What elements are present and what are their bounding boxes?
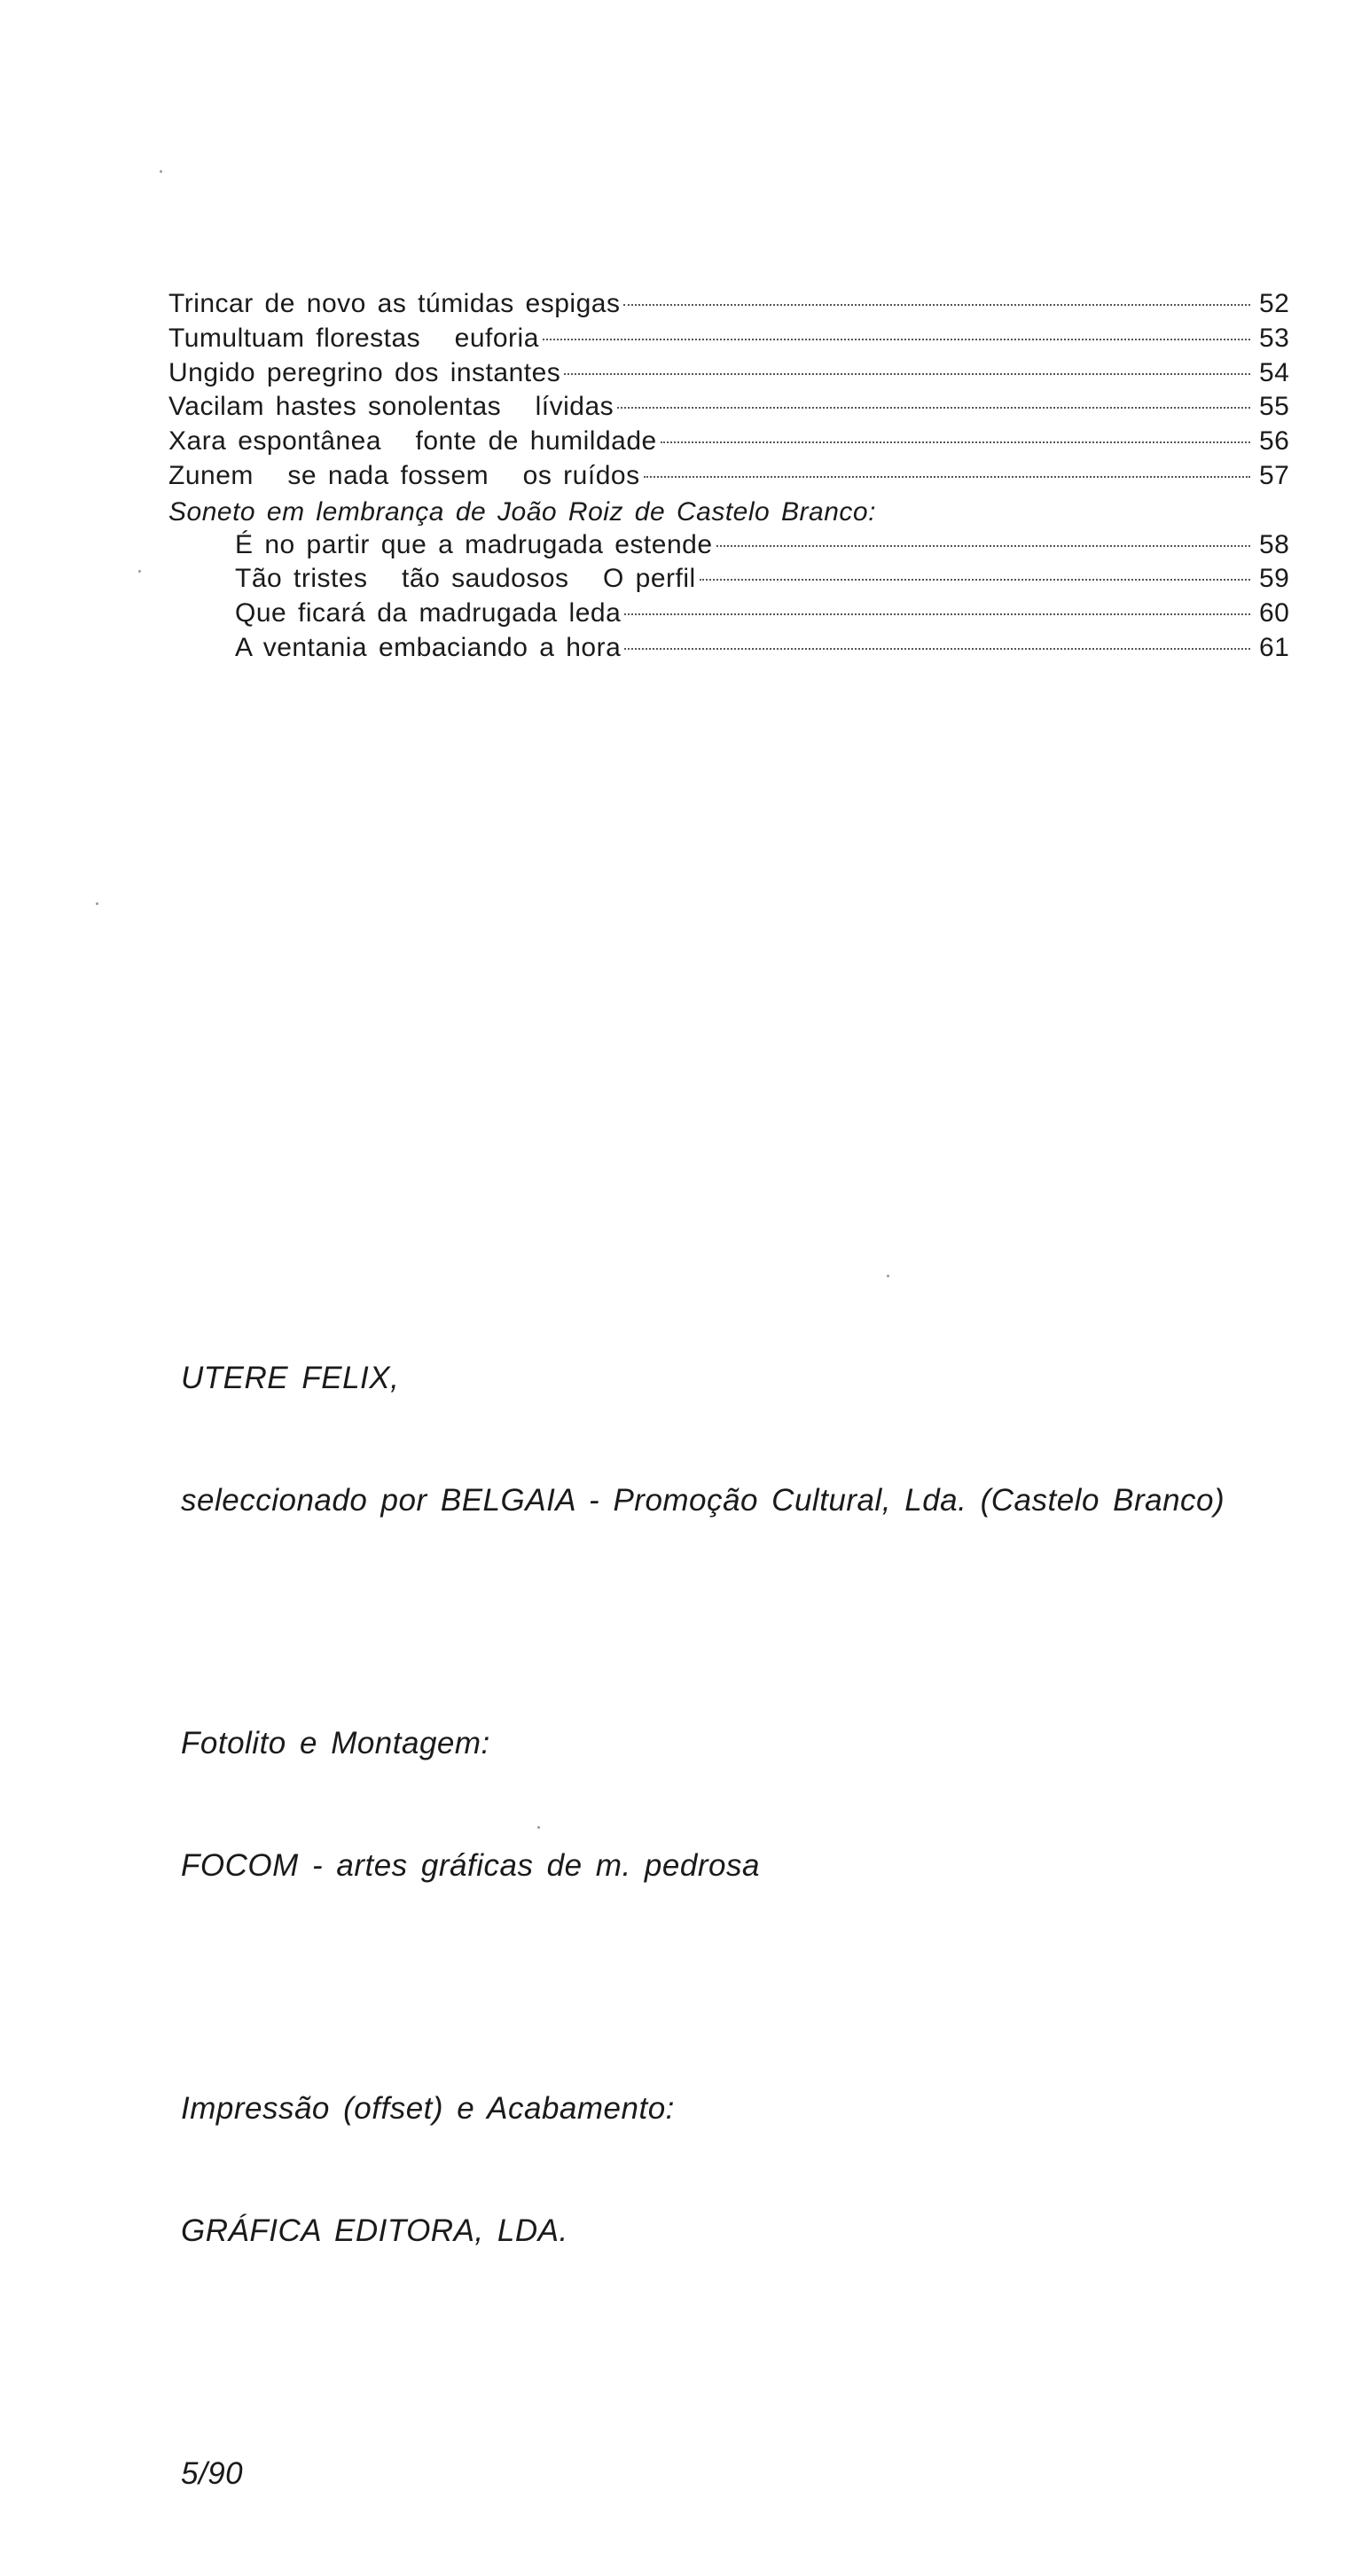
print-date: 5/90: [181, 2456, 244, 2491]
toc-entry-page: 57: [1259, 460, 1290, 490]
table-of-contents: [168, 289, 1321, 667]
toc-entry-title: Vacilam hastes sonolentas lívidas: [168, 392, 614, 422]
toc-leader-dots: [543, 339, 1250, 340]
toc-entry-title: Xara espontânea fonte de humildade: [168, 426, 657, 457]
spacer: [181, 1968, 1225, 2007]
toc-leader-dots: [661, 441, 1250, 443]
paper-speck: [537, 1826, 540, 1829]
toc-sub-entry: [168, 564, 1321, 598]
toc-sub-entry: [168, 530, 1321, 565]
toc-sub-entry: [168, 633, 1321, 667]
paper-speck: [887, 1275, 889, 1277]
toc-entry-title: Que ficará da madrugada leda: [235, 598, 622, 628]
toc-leader-dots: [700, 579, 1250, 581]
toc-entry-title: Tão tristes tão saudosos O perfil: [235, 564, 696, 594]
printing-value: GRÁFICA EDITORA, LDA.: [181, 2213, 568, 2248]
toc-leader-dots: [617, 407, 1250, 409]
toc-leader-dots: [623, 304, 1250, 306]
toc-leader-dots: [624, 613, 1250, 615]
spacer: [181, 1603, 1225, 1642]
photolith-label: Fotolito e Montagem:: [181, 1726, 490, 1760]
toc-entry-page: 59: [1259, 564, 1290, 594]
paper-speck: [96, 902, 98, 905]
book-title: UTERE FELIX,: [181, 1361, 400, 1395]
toc-entry: [168, 289, 1321, 324]
colophon: [181, 1276, 1225, 2576]
selection-credit: seleccionado por BELGAIA - Promoção Cultural, Lda. (Castelo Branco): [181, 1483, 1225, 1518]
toc-entry: [168, 392, 1321, 426]
toc-entry: [168, 324, 1321, 358]
toc-entry-page: 55: [1259, 392, 1290, 422]
toc-entry-title: Ungido peregrino dos instantes: [168, 357, 561, 387]
photolith-value: FOCOM - artes gráficas de m. pedrosa: [181, 1848, 760, 1883]
toc-entry-page: 53: [1259, 323, 1290, 353]
toc-sub-entry: [168, 598, 1321, 633]
toc-leader-dots: [564, 373, 1250, 375]
spacer: [181, 2333, 1225, 2372]
toc-entry: [168, 358, 1321, 393]
toc-leader-dots: [644, 476, 1250, 478]
paper-speck: [138, 570, 141, 573]
toc-entry: [168, 426, 1321, 461]
toc-entry-page: 56: [1259, 426, 1290, 457]
toc-leader-dots: [716, 545, 1250, 547]
toc-entry-page: 52: [1259, 289, 1290, 318]
toc-entry-title: É no partir que a madrugada estende: [235, 529, 713, 559]
toc-entry-title: Tumultuam florestas euforia: [168, 323, 539, 353]
toc-entry-page: 54: [1259, 357, 1290, 387]
toc-entry-title: A ventania embaciando a hora: [235, 632, 622, 662]
printing-label: Impressão (offset) e Acabamento:: [181, 2091, 675, 2126]
paper-speck: [160, 170, 162, 173]
toc-entry-page: 61: [1259, 632, 1290, 662]
toc-entry-page: 58: [1259, 529, 1290, 559]
toc-entry-title: Trincar de novo as túmidas espigas: [168, 289, 621, 318]
toc-section-heading: Soneto em lembrança de João Roiz de Castelo Branco:: [168, 496, 876, 527]
toc-entry-page: 60: [1259, 598, 1290, 628]
toc-leader-dots: [624, 648, 1250, 650]
toc-entry: [168, 461, 1321, 496]
toc-entry-title: Zunem se nada fossem os ruídos: [168, 460, 640, 490]
